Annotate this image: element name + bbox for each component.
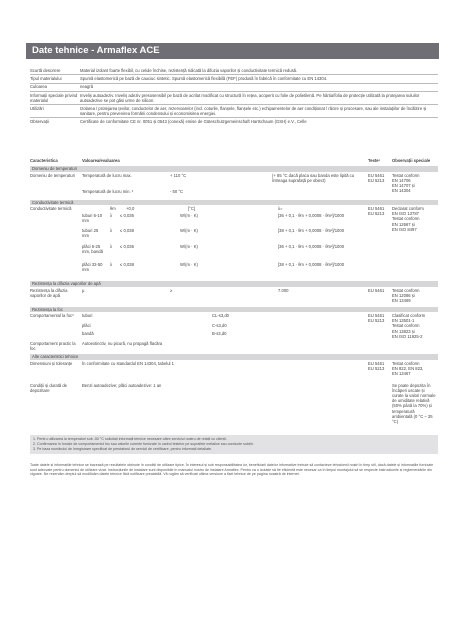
divider xyxy=(30,83,438,84)
temp-min-label: Temperatură de lucru min. ² xyxy=(82,188,134,194)
thermal-row-unit: W/(m · K) xyxy=(180,262,198,267)
info-value: neagră xyxy=(80,84,94,90)
divider xyxy=(30,74,438,75)
thermal-row-unit: W/(m · K) xyxy=(180,228,198,233)
info-value: Material izolant foarte flexibil, cu celule închise, rezistență ridicată la difuzia vaporilor și conductivitate termică redusă. xyxy=(80,68,298,73)
page-title: Date tehnice - Armaflex ACE xyxy=(32,45,160,56)
thermal-tests: EU 5461 EU 5213 xyxy=(368,206,385,217)
spec-header xyxy=(30,158,438,165)
fire-row-product: tuburi xyxy=(82,313,93,318)
info-key: Culoarea xyxy=(30,84,47,90)
temp-tests: EU 5461 EU 5213 xyxy=(368,172,385,183)
thermal-label: Conductivitate termică xyxy=(30,206,72,211)
divider xyxy=(30,117,438,118)
thermal-row-product: tuburi 6-10 mm xyxy=(82,213,103,224)
fire-block xyxy=(30,313,438,353)
dimensions-value: În conformitate cu standardul EN 14304, tabelul 1 xyxy=(82,360,174,366)
footnote: 1. Pentru utilizarea la temperaturi sub -50 °C solicitați informații tehnice necesare către serviciul nostru de relații cu clienții. xyxy=(33,437,227,441)
info-row xyxy=(30,119,438,124)
info-key: Tipul materialului xyxy=(30,76,62,82)
fire-row-product: bandă xyxy=(82,331,94,336)
fire-tests: EU 5461 EU 5213 xyxy=(368,313,385,324)
dimensions-label: Dimensiuni și toleranțe xyxy=(30,360,73,366)
vapor-remarks: Testat conform EN 12086 și EN 13469 xyxy=(392,287,420,303)
dimensions-remarks: Testat conform EN 822, EN 823, EN 13467 xyxy=(392,360,424,376)
vapor-mu: μ xyxy=(82,287,85,293)
thermal-row-formula: [38 + 0,1 · ϑm + 0,0008 · ϑm²]/1000 xyxy=(278,228,345,233)
temp-max-label: Temperatură de lucru max. xyxy=(82,172,132,178)
thermal-row-value: ≤ 0,036 xyxy=(120,244,134,249)
info-key: Observații xyxy=(30,119,49,125)
thermal-row-formula: [38 + 0,1 · ϑm + 0,0008 · ϑm²]/1000 xyxy=(278,262,345,267)
storage-remarks: Se poate depozita în încăperi uscate și curate la valori normale de umiditate relativă (50% până la 70%) și temperatură ambientală (0 °C – 35 °C) xyxy=(392,382,436,424)
thermal-row-value: ≤ 0,038 xyxy=(120,262,134,267)
info-value: Certificate de conformitate CE nr. 0051 și 0543 (conexă) emise de Güteschutzgemeinschaft Hartschaum (GSH) e.V., Celle xyxy=(80,119,307,125)
thermal-hdr-c: [°C] xyxy=(188,206,196,211)
page-header xyxy=(26,43,439,59)
dimensions-tests: EU 5461 EU 5213 xyxy=(368,360,385,371)
fire-row-class: B-s3,d0 xyxy=(212,331,227,336)
storage-value: Benzi autoadezive; plăci autoadezive: 1 an xyxy=(82,382,162,388)
temp-max-value: + 110 °C xyxy=(170,172,187,178)
thermal-row-unit: W/(m · K) xyxy=(180,213,198,218)
vapor-label: Rezistența la difuzia vaporilor de apă xyxy=(30,287,68,298)
thermal-row-value: ≤ 0,038 xyxy=(120,228,134,233)
temp-max-note: (+ 85 °C dacă placa sau banda este lipită cu întreaga suprafață pe obiect) xyxy=(272,172,355,183)
info-row xyxy=(30,84,438,89)
fire-practical-value: Autoextinctiv, nu picură, nu propagă flacăra xyxy=(82,341,163,346)
info-value: Spumă elastomerică pe bază de cauciuc sintetic. Spumă elastomerică flexibilă (FEF) produsă în fabrică în conformitate cu EN 14304. xyxy=(80,76,328,82)
thermal-hdr-a: ϑm xyxy=(110,206,116,211)
info-key: Utilizări xyxy=(30,105,44,111)
col-value: Valoarea/evaluarea xyxy=(82,158,120,163)
info-row xyxy=(30,76,438,81)
spec-table xyxy=(30,158,438,431)
vapor-tests: EU 5461 xyxy=(368,287,385,293)
info-section xyxy=(30,68,438,126)
footnote: 3. Pe baza numărului de înregistrare specificat de prestatorul de servicii de certificare, pentru informații detaliate. xyxy=(33,447,212,451)
section-thermal: Conductivitate termică xyxy=(30,200,438,206)
temp-min-value: - 50 °C xyxy=(170,188,184,194)
col-remarks: Observații speciale xyxy=(392,158,431,163)
fire-row-class: CL-s3,d0 xyxy=(212,313,229,318)
thermal-row-lambda: λ xyxy=(110,228,113,233)
thermal-hdr-d: λ= xyxy=(278,206,283,211)
thermal-row-value: ≤ 0,036 xyxy=(120,213,134,218)
temp-label: Domeniu de temperaturi xyxy=(30,172,75,178)
info-value: Inveliș autoadeziv. Inveliș adeziv presosensibil pe bază de acrilat modificat cu structură în rețea, acoperit cu folie de polietilenă. Pe hârtia/folia de protecție utilizată la protejarea suluilor autoadezive se pot găsi urme de silicon. xyxy=(80,92,420,103)
footnotes xyxy=(30,435,438,454)
section-fire: Rezistența la foc xyxy=(30,307,438,313)
thermal-block xyxy=(30,206,438,280)
section-vapor: Rezistența la difuzia vaporilor de apă xyxy=(30,281,438,287)
thermal-row-formula: [36 + 0,1 · ϑm + 0,0008 · ϑm²]/1000 xyxy=(278,244,345,249)
vapor-ge: ≥ xyxy=(170,287,173,293)
thermal-row-lambda: λ xyxy=(110,213,113,218)
info-row xyxy=(30,106,438,116)
storage-label: Condiții și durată de depozitare xyxy=(30,382,68,393)
fire-row-product: plăci xyxy=(82,323,91,328)
disclaimer: Toate datele și informațiile tehnice se bazează pe rezultatele obținute în condiții de utilizare tipice. În interesul și sub responsabilitatea lor, beneficiarii datelor informative trebuie să contacteze tehnicienii noștri în timp util, dacă datele și informațiile furnizate sunt adecvate pentru domeniul de utilizare vizat. Instrucțiunile de instalare sunt disponibile în manualul nostru de instalare Armaflex. Pentru ca o izolație să fie eficientă este necesar ca în timpul montajului să se respecte instrucțiunile și reglementările din vigoare. Ne rezervăm dreptul să modificăm datele tehnice fără notificare prealabilă. Vă rugăm să verificați ultima versiune a fișei tehnice de pe pagina noastră de internet. xyxy=(30,463,434,477)
info-value: Izolarea / protejarea țevilor, conductelor de aer, rezervoarelor (incl. coturile, flanșele, flanșele etc.) echipamentelor de aer condiționat / răcire și procesare, sau ale instalațiilor de încălzire și sanitare, pentru prevenirea formării condensului și economisirea energiei. xyxy=(80,105,427,117)
footnote: 2. Confirmarea în funcție de comportamentul foc sau valorile curente furnizate în cadrul testelor pe suprafețe metalice sau conducte subțiri. xyxy=(33,442,254,446)
thermal-row-lambda: λ xyxy=(110,262,113,267)
vapor-value: 7.000 xyxy=(278,287,289,293)
thermal-row-product: tuburi 25 mm xyxy=(82,228,99,239)
info-key: Scurtă descriere xyxy=(30,68,61,73)
fire-remarks: Clasificat conform EN 13501-1 Testat conform EN 13823 și EN ISO 11925-2 xyxy=(392,313,426,339)
thermal-hdr-b: +0,0 xyxy=(126,206,135,211)
temp-remarks: Testat conform EN 14706 EN 14707 și EN 14304 xyxy=(392,172,420,194)
fire-label: Comportamentul la foc³ xyxy=(30,313,74,318)
divider xyxy=(30,91,438,92)
col-tests: Teste¹ xyxy=(368,158,381,163)
fire-row-class: C-s3,d0 xyxy=(212,323,227,328)
other-block xyxy=(30,361,438,431)
col-characteristic: Caracteristica xyxy=(30,158,58,163)
divider xyxy=(30,104,438,105)
fire-practical-label: Comportament practic la foc xyxy=(30,341,76,352)
section-temperature: Domeniu de temperaturi xyxy=(30,166,438,172)
section-other: Alte caracteristici tehnice xyxy=(30,354,438,360)
info-row xyxy=(30,93,438,103)
thermal-row-formula: [36 + 0,1 · ϑm + 0,0008 · ϑm²]/1000 xyxy=(278,213,345,218)
info-key: Informații speciale privind materialul xyxy=(30,92,78,103)
temperature-block xyxy=(30,173,438,199)
thermal-remarks: Declarat conform EN ISO 13787 Testat conform EN 12667 și EN ISO 8497 xyxy=(392,206,424,232)
vapor-block xyxy=(30,288,438,306)
thermal-row-lambda: λ xyxy=(110,244,113,249)
thermal-row-unit: W/(m · K) xyxy=(180,244,198,249)
info-row xyxy=(30,68,438,73)
thermal-row-product: plăci 32-50 mm xyxy=(82,262,103,273)
thermal-row-product: plăci 6-25 mm, bandă xyxy=(82,244,103,255)
